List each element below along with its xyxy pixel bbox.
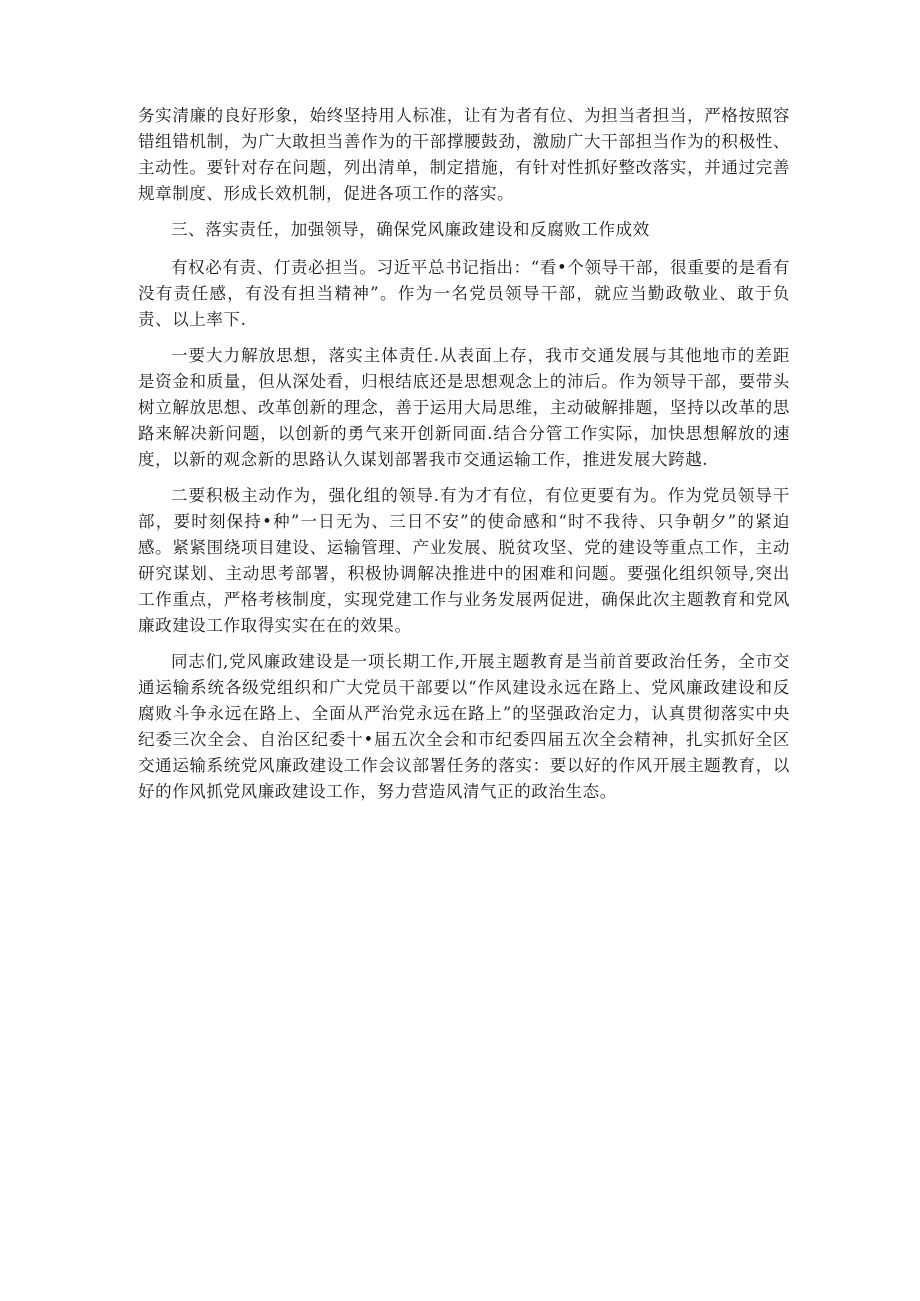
paragraph-continued: 务实清廉的良好形象，始终坚持用人标准，让有为者有位、为担当者担当，严格按照容错组错机制，为广大敢担当善作为的干部撑腰鼓劲，激励广大干部担当作为的积极性、主动性。要针对存在问题，列出清单，制定措施，有针对性抓好整改落实，并通过完善规章制度、形成长效机制，促进各项工作的落实。 <box>138 106 790 203</box>
paragraph-second-requirement: 二要积极主动作为，强化组的领导.有为才有位，有位更要有为。作为党员领导干部，要时刻保持•种”一日无为、三日不安”的使命感和“时不我待、只争朝夕”的紧迫感。紧紧围绕项目建设、运输管理、产业发展、脱贫攻坚、党的建设等重点工作，主动研究谋划、主动思考部署，积极协调解决推进中的困难和问题。要强化组织领导,突出工作重点，严格考核制度，实现党建工作与业务发展两促进，确保此次主题教育和党风廉政建设工作取得实实在在的效果。 <box>138 486 790 635</box>
section-heading: 三、落实责任，加强领导，确保党风廉政建设和反腐败工作成效 <box>171 220 650 239</box>
document-body <box>138 103 790 815</box>
paragraph-first-requirement: 一要大力解放思想，落实主体责任.从表面上存，我市交通发展与其他地市的差距是资金和质量，但从深处看，归根结底还是思想观念上的沛后。作为领导干部，要带头树立解放思想、改革创新的理念，善于运用大局思维，主动破解排题，坚持以改革的思路来解决新问题，以创新的勇气来开创新同面.结合分管工作实际，加快思想解放的速度，以新的观念新的思路认久谋划部署我市交通运输工作，推进发展大跨越. <box>138 346 790 469</box>
paragraph-closing: 同志们,党风廉政建设是一项长期工作,开展主题教育是当前首要政治任务，全市交通运输系统各级党组织和广大党员干部要以“作风建设永远在路上、党风廉政建设和反腐败斗争永远在路上、全面从严治党永远在路上”的坚强政治定力，认真贯彻落实中央纪委三次全会、自治区纪委十•届五次全会和市纪委四届五次全会精神，扎实抓好全区交通运输系统党风廉政建设工作会议部署任务的落实：要以好的作风开展主题教育，以好的作风抓党风廉政建设工作，努力营造风清气正的政治生态。 <box>138 652 790 801</box>
paragraph-responsibility: 有权必有责、仃责必担当。习近平总书记指出：“看•个领导干部，很重要的是看有没有责任感，有没有担当精神”。作为一名党员领导干部，就应当勤政敬业、敢于负责、以上率下. <box>138 258 790 329</box>
